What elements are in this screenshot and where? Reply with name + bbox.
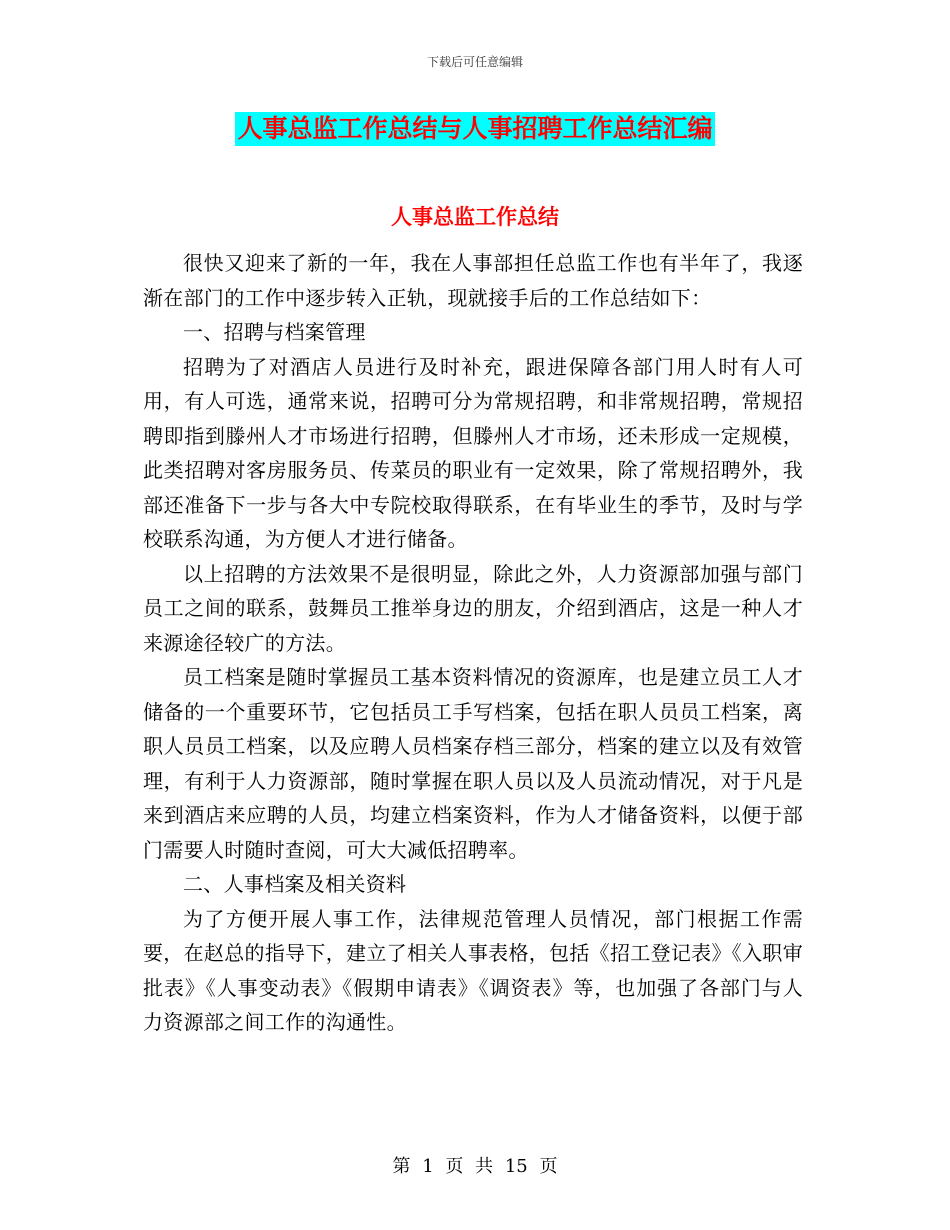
page-number-footer: 第 1 页 共 15 页: [392, 1156, 558, 1177]
paragraph-recruitment-methods: 以上招聘的方法效果不是很明显，除此之外，人力资源部加强与部门员工之间的联系，鼓舞员工推举身边的朋友，介绍到酒店，这是一种人才来源途径较广的方法。: [143, 561, 803, 655]
section-title: 人事总监工作总结: [391, 205, 559, 229]
paragraph-personnel-forms: 为了方便开展人事工作，法律规范管理人员情况，部门根据工作需要，在赵总的指导下，建立了相关人事表格，包括《招工登记表》《入职审批表》《人事变动表》《假期申请表》《调资表》等，也加强了各部门与人力资源部之间工作的沟通性。: [143, 906, 803, 1034]
paragraph-employee-archives: 员工档案是随时掌握员工基本资料情况的资源库，也是建立员工人才储备的一个重要环节，它包括员工手写档案，包括在职人员员工档案，离职人员员工档案，以及应聘人员档案存档三部分，档案的建立以及有效管理，有利于人力资源部，随时掌握在职人员以及人员流动情况，对于凡是来到酒店来应聘的人员，均建立档案资料，作为人才储备资料，以便于部门需要人时随时查阅，可大大减低招聘率。: [143, 665, 803, 862]
document-title-text: 人事总监工作总结与人事招聘工作总结汇编: [235, 112, 714, 146]
heading-recruitment-archives: 一、招聘与档案管理: [183, 320, 366, 344]
paragraph-recruitment: 招聘为了对酒店人员进行及时补充，跟进保障各部门用人时有人可用，有人可选，通常来说，招聘可分为常规招聘，和非常规招聘，常规招聘即指到滕州人才市场进行招聘，但滕州人才市场，还未形成一定规模，此类招聘对客房服务员、传菜员的职业有一定效果，除了常规招聘外，我部还准备下一步与各大中专院校取得联系，在有毕业生的季节，及时与学校联系沟通，为方便人才进行储备。: [143, 354, 803, 551]
header-note: 下载后可任意编辑: [426, 55, 523, 69]
heading-personnel-files: 二、人事档案及相关资料: [183, 872, 407, 896]
document-body: [143, 246, 803, 1040]
document-title: [0, 112, 950, 146]
paragraph-intro: 很快又迎来了新的一年，我在人事部担任总监工作也有半年了，我逐渐在部门的工作中逐步转入正轨，现就接手后的工作总结如下：: [143, 251, 803, 310]
